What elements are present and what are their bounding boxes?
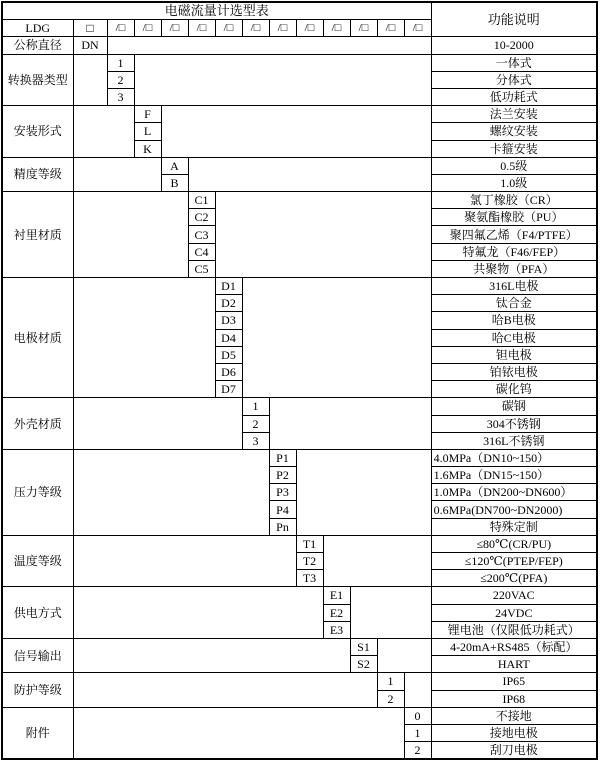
filler-cell	[161, 106, 431, 158]
desc-cell: 304不锈钢	[431, 415, 597, 432]
code-cell: S1	[350, 638, 377, 655]
code-cell: 2	[377, 690, 404, 707]
model-slot: /□	[215, 20, 242, 37]
filler-cell	[296, 449, 431, 535]
filler-cell	[73, 398, 242, 450]
code-cell: 0	[404, 707, 431, 724]
code-cell: 3	[242, 432, 269, 449]
desc-cell: ≤120℃(PTEP/FEP)	[431, 553, 597, 570]
filler-cell	[73, 192, 188, 278]
code-cell: B	[161, 174, 188, 191]
model-slot: /□	[404, 20, 431, 37]
filler-cell	[323, 535, 431, 587]
code-cell: 1	[107, 54, 134, 71]
code-cell: T3	[296, 570, 323, 587]
desc-cell: 铂铱电极	[431, 363, 597, 380]
desc-cell: 聚四氟乙烯（F4/PTFE）	[431, 226, 597, 243]
desc-cell: HART	[431, 656, 597, 673]
model-slot: /□	[188, 20, 215, 37]
code-cell: 2	[107, 71, 134, 88]
desc-cell: 碳钢	[431, 398, 597, 415]
code-cell: P3	[269, 484, 296, 501]
desc-cell: 特殊定制	[431, 518, 597, 535]
code-cell: T1	[296, 535, 323, 552]
code-cell: C1	[188, 192, 215, 209]
desc-cell: 法兰安装	[431, 106, 597, 123]
code-cell: 2	[242, 415, 269, 432]
code-cell: C4	[188, 243, 215, 260]
filler-cell	[377, 638, 431, 672]
model-slot: /□	[269, 20, 296, 37]
category-power-supply: 供电方式	[2, 587, 73, 639]
filler-cell	[73, 535, 296, 587]
code-cell: D6	[215, 363, 242, 380]
filler-cell	[73, 587, 323, 639]
desc-cell: 4.0MPa（DN10~150）	[431, 449, 597, 466]
desc-cell: 24VDC	[431, 604, 597, 621]
desc-cell: 1.0MPa（DN200~DN600）	[431, 484, 597, 501]
desc-cell: 10-2000	[431, 37, 597, 54]
code-cell: C5	[188, 260, 215, 277]
desc-cell: 一体式	[431, 54, 597, 71]
model-box: □	[73, 20, 107, 37]
desc-cell: ≤80℃(CR/PU)	[431, 535, 597, 552]
model-slot: /□	[296, 20, 323, 37]
model-slot: /□	[350, 20, 377, 37]
desc-cell: 哈B电极	[431, 312, 597, 329]
desc-cell: 220VAC	[431, 587, 597, 604]
category-lining-material: 衬里材质	[2, 192, 73, 278]
model-slot: /□	[161, 20, 188, 37]
desc-cell: 共聚物（PFA）	[431, 260, 597, 277]
filler-cell	[73, 673, 377, 707]
code-cell: L	[134, 123, 161, 140]
code-cell: F	[134, 106, 161, 123]
model-slot: /□	[377, 20, 404, 37]
code-cell: A	[161, 157, 188, 174]
code-cell: C3	[188, 226, 215, 243]
filler-cell	[73, 157, 161, 191]
filler-cell	[73, 449, 269, 535]
desc-cell: 接地电极	[431, 724, 597, 741]
desc-cell: 碳化钨	[431, 381, 597, 398]
code-cell: D2	[215, 295, 242, 312]
category-accuracy-class: 精度等级	[2, 157, 73, 191]
code-cell: P1	[269, 449, 296, 466]
desc-cell: 1.6MPa（DN15~150）	[431, 467, 597, 484]
desc-cell: 螺纹安装	[431, 123, 597, 140]
code-cell: T2	[296, 553, 323, 570]
category-electrode-material: 电极材质	[2, 278, 73, 398]
category-converter-type: 转换器类型	[2, 54, 73, 106]
filler-cell	[107, 37, 431, 54]
function-column-header: 功能说明	[431, 2, 597, 37]
code-cell: 1	[404, 724, 431, 741]
category-installation-type: 安装形式	[2, 106, 73, 158]
category-nominal-diameter: 公称直径	[2, 37, 73, 54]
desc-cell: 316L不锈钢	[431, 432, 597, 449]
desc-cell: IP65	[431, 673, 597, 690]
desc-cell: ≤200℃(PFA)	[431, 570, 597, 587]
filler-cell	[404, 673, 431, 707]
model-slot: /□	[107, 20, 134, 37]
desc-cell: 钛合金	[431, 295, 597, 312]
category-housing-material: 外壳材质	[2, 398, 73, 450]
desc-cell: 4-20mA+RS485（标配）	[431, 638, 597, 655]
desc-cell: 卡箍安装	[431, 140, 597, 157]
code-cell: P4	[269, 501, 296, 518]
desc-cell: 0.6MPa(DN700~DN2000)	[431, 501, 597, 518]
filler-cell	[215, 192, 431, 278]
code-cell: 2	[404, 742, 431, 760]
filler-cell	[269, 398, 431, 450]
code-cell: 3	[107, 88, 134, 105]
code-cell: D1	[215, 278, 242, 295]
category-protection-class: 防护等级	[2, 673, 73, 707]
table-title: 电磁流量计选型表	[2, 2, 431, 20]
desc-cell: 刮刀电极	[431, 742, 597, 760]
filler-cell	[350, 587, 431, 639]
desc-cell: 0.5级	[431, 157, 597, 174]
desc-cell: 钽电极	[431, 346, 597, 363]
code-dn: DN	[73, 37, 107, 54]
code-cell: E1	[323, 587, 350, 604]
filler-cell	[73, 54, 107, 106]
code-cell: Pn	[269, 518, 296, 535]
desc-cell: 1.0级	[431, 174, 597, 191]
code-cell: K	[134, 140, 161, 157]
desc-cell: 哈C电极	[431, 329, 597, 346]
code-cell: D7	[215, 381, 242, 398]
code-cell: 1	[377, 673, 404, 690]
desc-cell: 低功耗式	[431, 88, 597, 105]
code-cell: E3	[323, 621, 350, 638]
category-accessories: 附件	[2, 707, 73, 759]
desc-cell: 锂电池（仅限低功耗式）	[431, 621, 597, 638]
code-cell: 1	[242, 398, 269, 415]
desc-cell: IP68	[431, 690, 597, 707]
flowmeter-selection-table	[1, 1, 598, 760]
model-slot: /□	[134, 20, 161, 37]
filler-cell	[73, 106, 134, 158]
code-cell: S2	[350, 656, 377, 673]
filler-cell	[134, 54, 431, 106]
desc-cell: 特氟龙（F46/FEP）	[431, 243, 597, 260]
code-cell: D3	[215, 312, 242, 329]
desc-cell: 316L电极	[431, 278, 597, 295]
filler-cell	[242, 278, 431, 398]
desc-cell: 聚氨酯橡胶（PU）	[431, 209, 597, 226]
category-temperature-rating: 温度等级	[2, 535, 73, 587]
filler-cell	[73, 707, 404, 759]
code-cell: D5	[215, 346, 242, 363]
filler-cell	[73, 638, 350, 672]
filler-cell	[188, 157, 431, 191]
desc-cell: 分体式	[431, 71, 597, 88]
category-signal-output: 信号输出	[2, 638, 73, 672]
desc-cell: 氯丁橡胶（CR）	[431, 192, 597, 209]
category-pressure-rating: 压力等级	[2, 449, 73, 535]
desc-cell: 不接地	[431, 707, 597, 724]
code-cell: E2	[323, 604, 350, 621]
code-cell: C2	[188, 209, 215, 226]
code-cell: P2	[269, 467, 296, 484]
model-prefix: LDG	[2, 20, 73, 37]
model-slot: /□	[242, 20, 269, 37]
model-slot: /□	[323, 20, 350, 37]
code-cell: D4	[215, 329, 242, 346]
filler-cell	[73, 278, 215, 398]
